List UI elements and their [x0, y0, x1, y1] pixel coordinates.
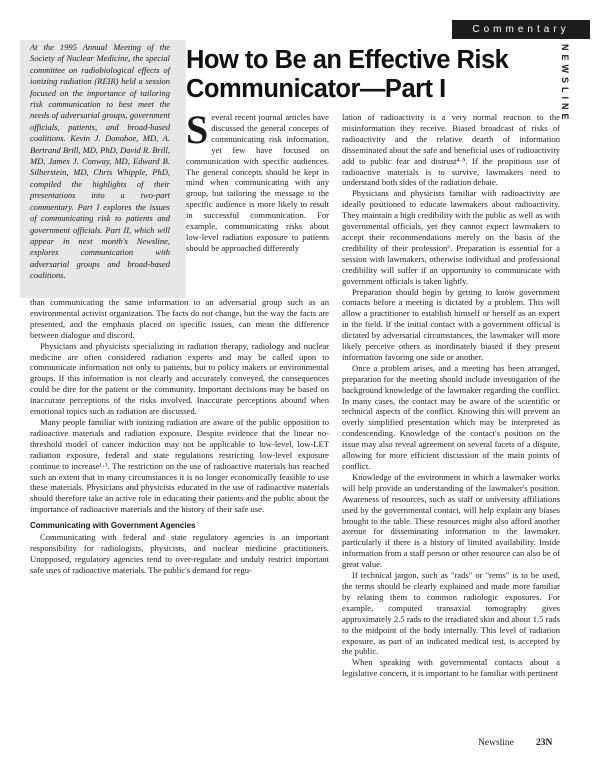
paragraph-1-start: [186, 107, 329, 254]
section-banner: Commentary: [452, 20, 590, 39]
paragraph-1-continued: than communicating the same information to an adversarial group such as an environmental activist organization. The facts do not change, but the way the facts are presented, and the emphasis placed on specific issues, can mean the difference between dialogue and discord.: [30, 297, 329, 340]
paragraph-8: Once a problem arises, and a meeting has been arranged, preparation for the meeting should include investigation of the background knowledge of the lawmaker regarding the conflict. In many cases, the contact may be aware of the scientific or technical aspects of the conflict. Knowing this will prevent an overly simplified presentation which may be interpreted as condescending. Knowledge of the contact's position on the issue may also reveal agreement on several facets of a dispute, allowing for more efficient discussion of the main points of conflict.: [342, 362, 560, 471]
column-1-top: [186, 107, 329, 254]
paragraph-6: Physicians and physicists familiar with radioactivity are ideally positioned to educate lawmakers about radioactivity. They maintain a high credibility with the public as well as with governmental officials, yet they cannot expect lawmakers to accept their recommendations merely on the basis of the credibility of their profession⁶. Preparation is essential for a session with lawmakers, otherwise individual and professional credibility will suffer if an opportunity to communicate with government officials is taken lightly.: [342, 188, 560, 286]
paragraph-3: Many people familiar with ionizing radiation are aware of the public opposition to radioactive materials and radiation exposure. Despite evidence that the linear no-threshold model of cancer induction may not be applicable to low-level, low-LET radiation exposure, federal and state regulations restricting low-level exposure continue to increase¹·³. The restriction on the use of radioactive materials has reached such an extent that in many circumstances it is no longer economically feasible to use these materials. Physicians and physicists educated in the use of radioactive materials should therefore take an active role in educating their patients and the public about the importance of radioactive materials and the history of their safe use.: [30, 416, 329, 515]
paragraph-9: Knowledge of the environment in which a lawmaker works will help provide an understanding of the lawmaker's position. Awareness of resources, such as staff or university affiliations used by the governmental contact, will help explain any biases brought to the table. These resources might also afford another avenue for disseminating information to the lawmaker, particularly if there is a history of limited availability. Inside information from a staff person or other resource can also be of great value.: [342, 471, 560, 570]
footer-journal-name: Newsline: [478, 738, 514, 748]
drop-cap: S: [186, 107, 209, 152]
paragraph-10: If technical jargon, such as "rads" or "rems" is to be used, the terms should be clearly explained and made more familiar by relating them to common radiologic exposures. For example, computed transaxial tomography gives approximately 2.5 rads to the irradiated skin and about 1.5 rads to the midpoint of the body internally. This level of radiation exposure, as part of an indicated medical test, is accepted by the public.: [342, 570, 560, 657]
section-subheading: Communicating with Government Agencies: [30, 521, 196, 531]
newsline-side-label: NEWSLINE: [560, 44, 570, 124]
paragraph-5: lation of radioactivity is a very normal reaction to the misinformation they receive. Biased broadcast of risks of radioactivity and the relative dearth of information disseminated about the safe and beneficial uses of radioactivity add to public fear and distrust⁴·⁵. If the propitious use of radioactive materials is to survive, lawmakers need to understand both sides of the radiation debate.: [342, 112, 560, 188]
paragraph-7: Preparation should begin by getting to know government contacts before a meeting is dictated by a problem. This will allow a practitioner to establish himself or herself as an expert in the field. If the initial contact with a government official is dictated by adversarial circumstances, the lawmaker will more likely perceive others as inordinately biased if they present information favoring one side or another.: [342, 286, 560, 362]
column-2: [342, 112, 560, 679]
paragraph-1-text: everal recent journal articles have discussed the general concepts of communicating risk information, yet few have focused on communication with specific audiences. The general concepts should be kept in mind when communicating with any group, but tailoring the message to the specific audience is more likely to result in successful communication. For example, communicating risks about low-level radiation exposure to patients should be approached differently: [186, 112, 329, 253]
intro-summary: At the 1995 Annual Meeting of the Society of Nuclear Medicine, the special committee on radiobiological effects of ionizing radiation (REIR) held a session focused on the importance of tailoring risk communication to best meet the needs of adversarial groups, government officials, patients, and broad-based coalitions. Kevin J. Donohoe, MD, A. Bertrand Brill, MD, PhD, David R. Brill, MD, James J. Conway, MD, Edward B. Silberstein, MD, Chris Whipple, PhD, compiled the highlights of their presentations into a two-part commentary. Part I explores the issues of communicating risk to patients and government officials. Part II, which will appear in next month's Newsline, explores communication with adversarial groups and broad-based coalitions.: [30, 42, 171, 281]
footer-page-number: 23N: [536, 738, 553, 748]
paragraph-4: Communicating with federal and state regulatory agencies is an important responsibility for radiologists, physicists, and nuclear medicine practitioners. Unopposed, regulatory agencies tend to over-regulate and unduly restrict important safe uses of radioactive materials. The public's demand for regu-: [30, 532, 329, 575]
paragraph-2: Physicians and physicists specializing in radiation therapy, radiology and nuclear medicine are often considered radiation experts and may be called upon to communicate information not only to patients, but to policy makers or environmental groups. If this information is not clearly and accurately conveyed, the consequences could be dire for the patient or the community. Important decisions may be based on inaccurate perceptions of the risks involved. Inaccurate perceptions abound when emotional topics such as radiation are discussed.: [30, 340, 329, 417]
article-title: How to Be an Effective Risk Communicator—Part I: [186, 46, 509, 103]
paragraph-11: When speaking with governmental contacts about a legislative concern, it is important to be familiar with pertinent: [342, 657, 560, 679]
column-1-bottom: [30, 297, 329, 576]
